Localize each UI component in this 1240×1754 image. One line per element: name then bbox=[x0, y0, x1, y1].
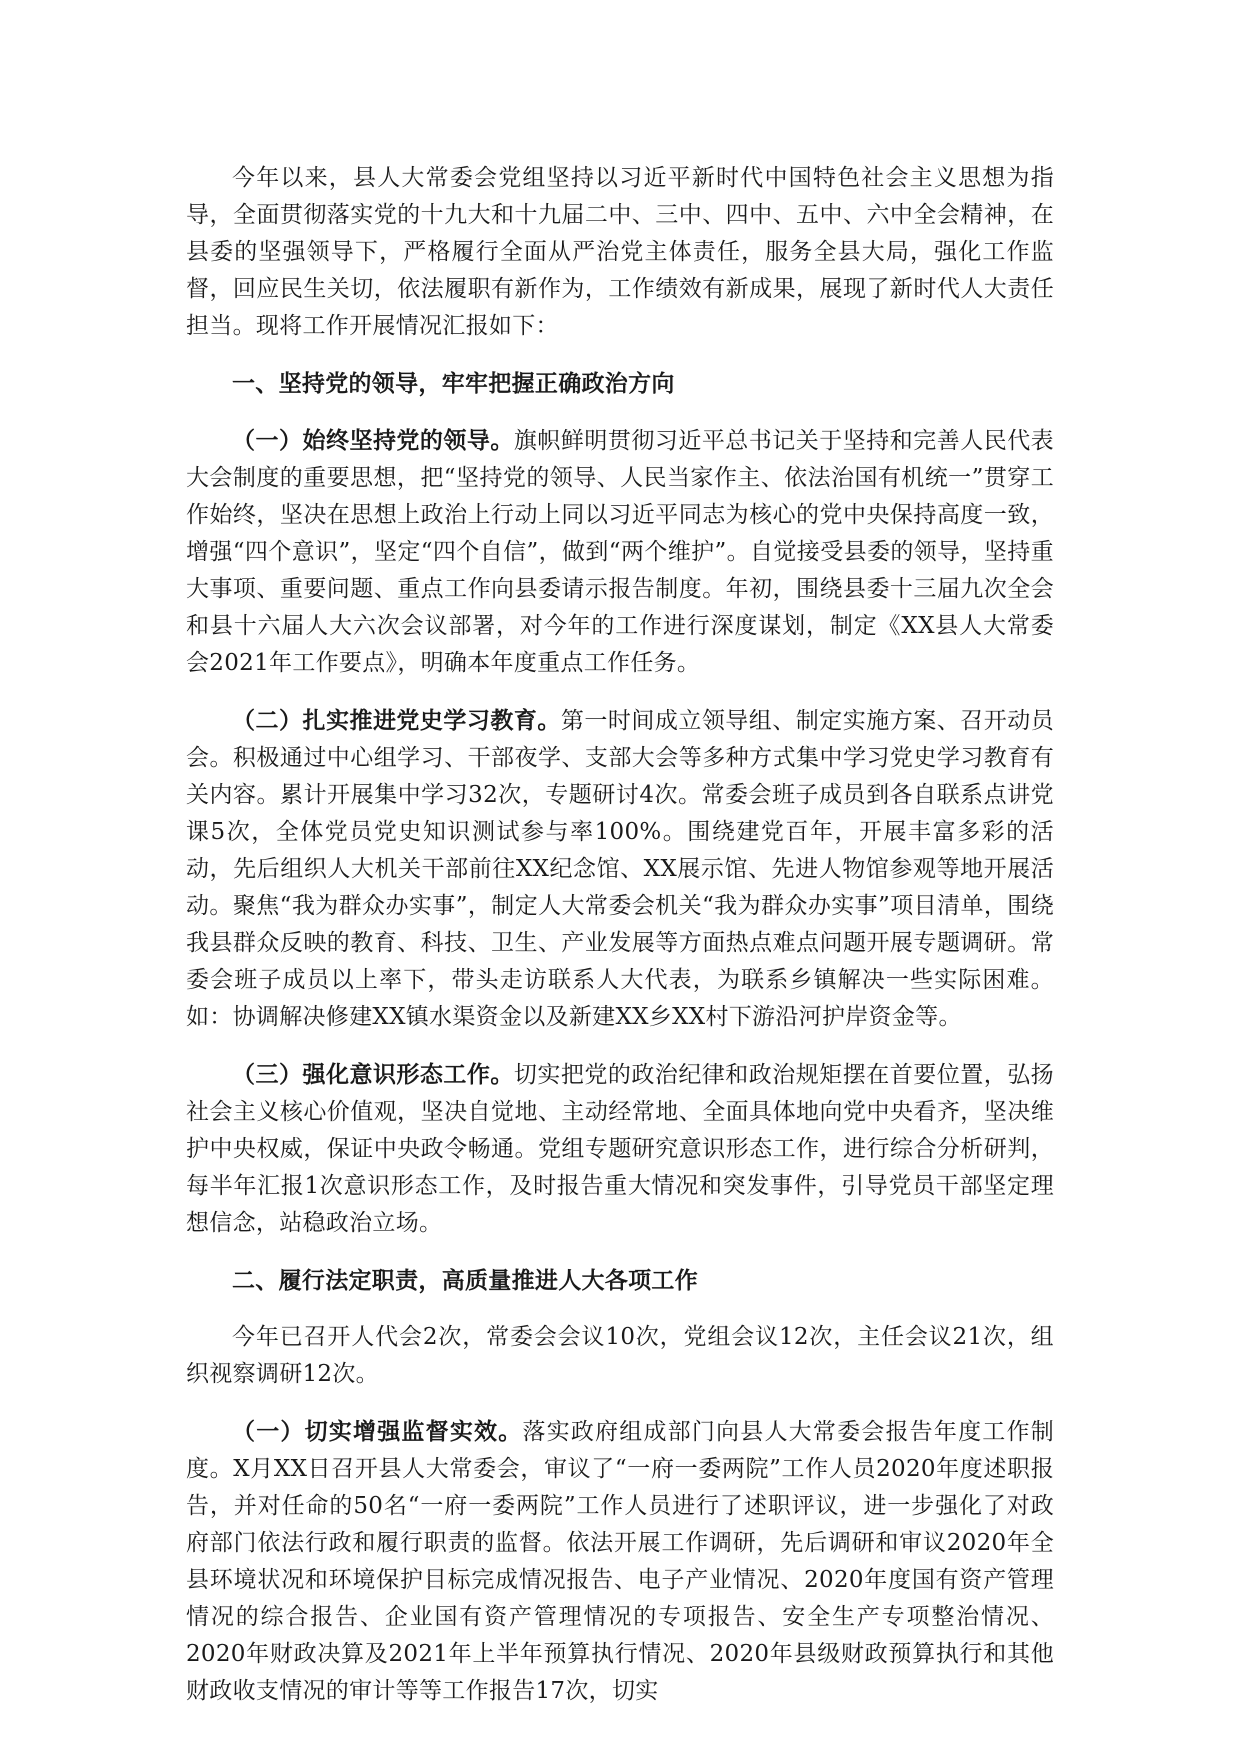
section-1-item-2-text: 第一时间成立领导组、制定实施方案、召开动员会。积极通过中心组学习、干部夜学、支部大会等多种方式集中学习党史学习教育有关内容。累计开展集中学习32次，专题研讨4次。常委会班子成员到各自联系点讲党课5次，全体党员党史知识测试参与率100%。围绕建党百年，开展丰富多彩的活动，先后组织人大机关干部前往XX纪念馆、XX展示馆、先进人物馆参观等地开展活动。聚焦“我为群众办实事”，制定人大常委会机关“我为群众办实事”项目清单，围绕我县群众反映的教育、科技、卫生、产业发展等方面热点难点问题开展专题调研。常委会班子成员以上率下，带头走访联系人大代表，为联系乡镇解决一些实际困难。如：协调解决修建XX镇水渠资金以及新建XX乡XX村下游沿河护岸资金等。 bbox=[186, 708, 1054, 1030]
section-2-item-1-text: 落实政府组成部门向县人大常委会报告年度工作制度。X月XX日召开县人大常委会，审议了“一府一委两院”工作人员2020年度述职报告，并对任命的50名“一府一委两院”工作人员进行了述职评议，进一步强化了对政府部门依法行政和履行职责的监督。依法开展工作调研，先后调研和审议2020年全县环境状况和环境保护目标完成情况报告、电子产业情况、2020年度国有资产管理情况的综合报告、企业国有资产管理情况的专项报告、安全生产专项整治情况、2020年财政决算及2021年上半年预算执行情况、2020年县级财政预算执行和其他财政收支情况的审计等等工作报告17次，切实 bbox=[186, 1419, 1054, 1704]
intro-paragraph: 今年以来，县人大常委会党组坚持以习近平新时代中国特色社会主义思想为指导，全面贯彻落实党的十九大和十九届二中、三中、四中、五中、六中全会精神，在县委的坚强领导下，严格履行全面从严治党主体责任，服务全县大局，强化工作监督，回应民生关切，依法履职有新作为，工作绩效有新成果，展现了新时代人大责任担当。现将工作开展情况汇报如下： bbox=[186, 165, 1054, 339]
section-1-item-2-lead: （二）扎实推进党史学习教育。 bbox=[232, 707, 561, 734]
section-1-item-2 bbox=[186, 702, 1054, 1036]
section-1-heading: 一、坚持党的领导，牢牢把握正确政治方向 bbox=[232, 370, 675, 397]
section-1-item-1-text: 旗帜鲜明贯彻习近平总书记关于坚持和完善人民代表大会制度的重要思想，把“坚持党的领导、人民当家作主、依法治国有机统一”贯穿工作始终，坚决在思想上政治上行动上同以习近平同志为核心的党中央保持高度一致，增强“四个意识”，坚定“四个自信”，做到“两个维护”。自觉接受县委的领导，坚持重大事项、重要问题、重点工作向县委请示报告制度。年初，围绕县委十三届九次全会和县十六届人大六次会议部署，对今年的工作进行深度谋划，制定《XX县人大常委会2021年工作要点》，明确本年度重点工作任务。 bbox=[186, 428, 1054, 676]
section-2-item-1 bbox=[186, 1413, 1054, 1710]
section-2-item-1-lead: （一）切实增强监督实效。 bbox=[232, 1418, 523, 1445]
section-1-item-3 bbox=[186, 1056, 1054, 1242]
section-1-item-3-lead: （三）强化意识形态工作。 bbox=[232, 1061, 514, 1088]
section-1-item-1-lead: （一）始终坚持党的领导。 bbox=[232, 427, 514, 454]
section-2-heading: 二、履行法定职责，高质量推进人大各项工作 bbox=[232, 1267, 698, 1294]
section-1-item-1 bbox=[186, 422, 1054, 682]
section-2-summary: 今年已召开人代会2次，常委会会议10次，党组会议12次，主任会议21次，组织视察调研12次。 bbox=[186, 1324, 1054, 1387]
section-1-item-3-text: 切实把党的政治纪律和政治规矩摆在首要位置，弘扬社会主义核心价值观，坚决自觉地、主动经常地、全面具体地向党中央看齐，坚决维护中央权威，保证中央政令畅通。党组专题研究意识形态工作，进行综合分析研判，每半年汇报1次意识形态工作，及时报告重大情况和突发事件，引导党员干部坚定理想信念，站稳政治立场。 bbox=[186, 1062, 1054, 1236]
document-page bbox=[186, 160, 1054, 1730]
